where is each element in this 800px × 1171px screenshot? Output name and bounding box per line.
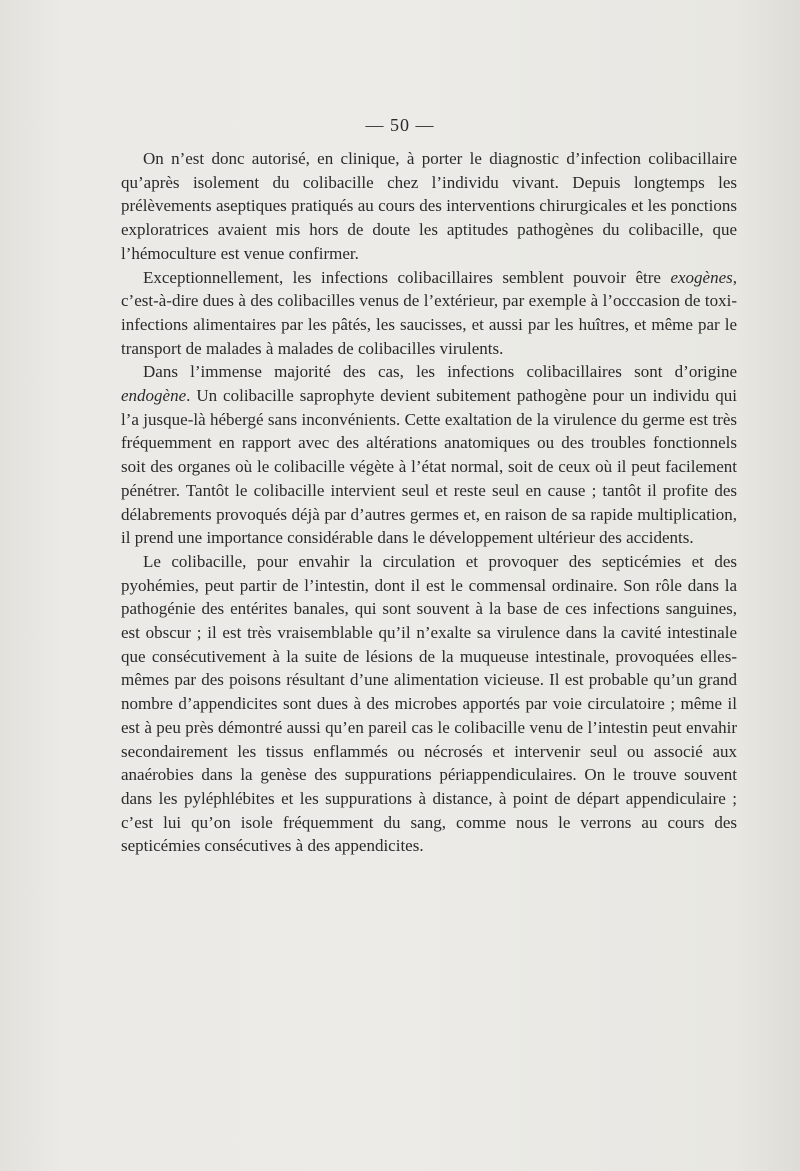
text-run: . Un colibacille saprophyte devient subitement pathogène pour un individu qui l’a jusque-là hébergé sans inconvénients. Cette exaltation de la virulence du germe est très fréquemment en rapport avec des altérations anatomiques ou des troubles fonctionnels soit des organes où le colibacille végète à l’état normal, soit de ceux où il peut facilement pénétrer. Tantôt le colibacille intervient seul et reste seul en cause ; tantôt il profite des délabrements provoqués déjà par d’autres germes et, en raison de sa rapide multiplication, il prend une importance considérable dans le développement ultérieur des accidents. [121,386,737,548]
body-text [121,147,737,858]
italic-term: endogène [121,386,187,406]
text-run: , c’est-à-dire dues à des colibacilles venus de l’extérieur, par exemple à l’occcasion de toxi-infections alimentaires par les pâtés, les saucisses, et aussi par les huîtres, et même par le transport de malades à malades de colibacilles virulents. [121,267,737,358]
paragraph [121,550,737,858]
text-run: On n’est donc autorisé, en clinique, à porter le diagnostic d’infection colibacillaire qu’après isolement du colibacille chez l’individu vivant. Depuis longtemps les prélèvements aseptiques pratiqués au cours des interventions chirurgicales et les ponctions exploratrices avaient mis hors de doute les aptitudes pathogènes du colibacille, que l’hémoculture est venue confirmer. [121,149,737,263]
page-number: — 50 — [365,115,435,135]
paragraph [121,266,737,361]
text-run: Dans l’immense majorité des cas, les infections colibacillaires sont d’origine [143,362,737,382]
paragraph [121,147,737,266]
text-run: Le colibacille, pour envahir la circulation et provoquer des septicémies et des pyohémies, peut partir de l’intestin, dont il est le commensal ordinaire. Son rôle dans la pathogénie des entérites banales, qui sont souvent à la base de ces infections sanguines, est obscur ; il est très vraisemblable qu’il n’exalte sa virulence dans la cavité intestinale que consécutivement à la suite de lésions de la muqueuse intestinale, provoquées elles-mêmes par des poisons résultant d’une alimentation vicieuse. Il est probable qu’un grand nombre d’appendicites sont dues à des microbes apportés par voie circulatoire ; même il est à peu près démontré aussi qu’en pareil cas le colibacille venu de l’intestin peut envahir secondairement les tissus enflammés ou nécrosés et intervenir seul ou associé aux anaérobies dans la genèse des suppurations périappendiculaires. On le trouve souvent dans les pyléphlébites et les suppurations à distance, à point de départ appendiculaire ; c’est lui qu’on isole fréquemment du sang, comme nous le verrons au cours des septicémies consécutives à des appendicites. [121,551,737,856]
text-run: Exceptionnellement, les infections colibacillaires semblent pouvoir être [143,267,671,287]
paragraph [121,360,737,550]
italic-term: exogènes [670,267,733,287]
